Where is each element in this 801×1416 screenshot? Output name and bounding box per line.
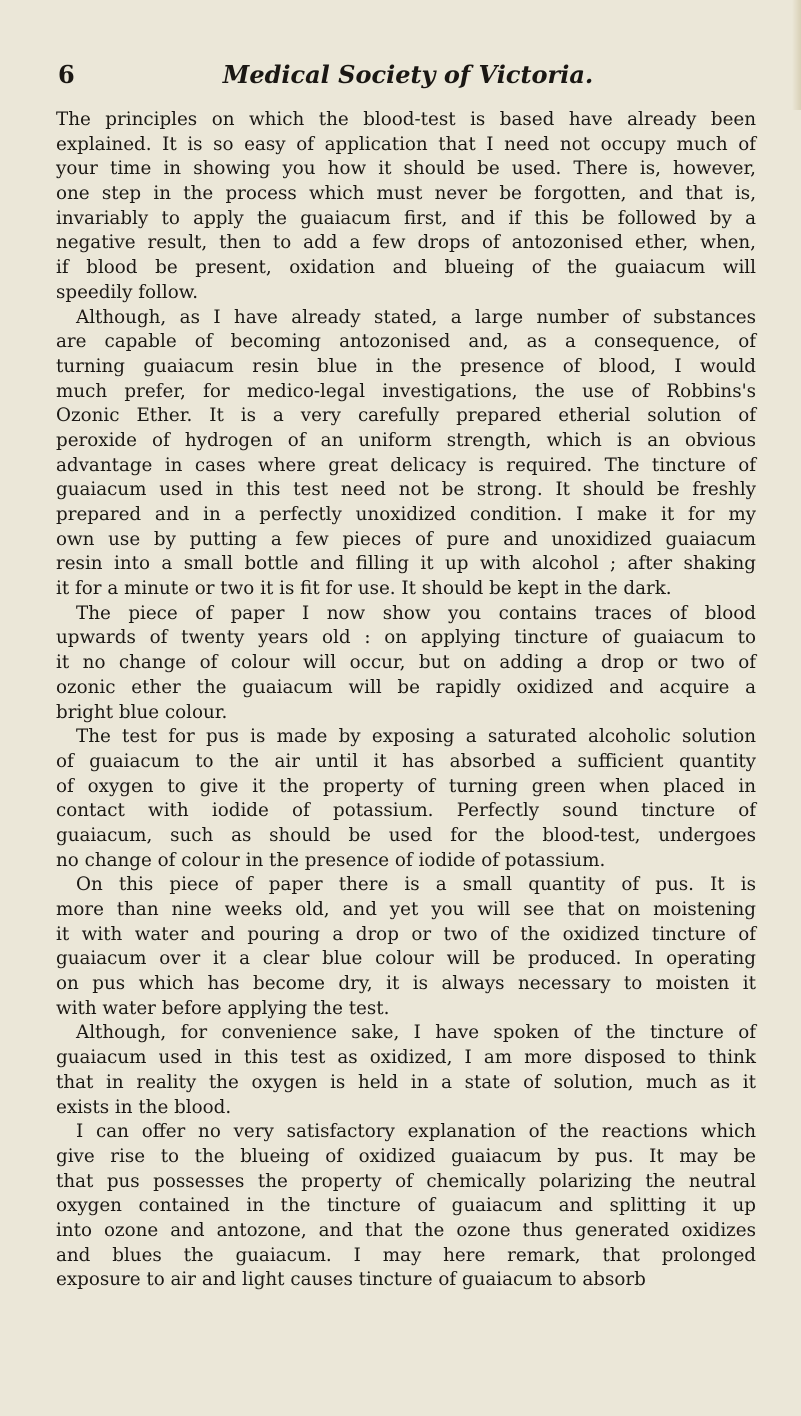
text-line: ozonic ether the guaiacum will be rapidly oxidized and acquire a bbox=[56, 676, 756, 698]
text-line: more than nine weeks old, and yet you will see that on moistening bbox=[56, 899, 756, 920]
text-line: much prefer, for medico-legal investigations, the use of Robbins's bbox=[56, 380, 756, 402]
text-line: it with water and pouring a drop or two of the oxidized tincture of bbox=[56, 923, 756, 945]
text-line: if blood be present, oxidation and blueing of the guaiacum will bbox=[56, 257, 756, 279]
text-line: exposure to air and light causes tincture of guaiacum to absorb bbox=[56, 1269, 646, 1291]
text-line: oxygen contained in the tincture of guaiacum and splitting it up bbox=[56, 1195, 756, 1217]
text-line: are capable of becoming antozonised and, as a consequence, of bbox=[56, 331, 756, 353]
text-line: turning guaiacum resin blue in the presence of blood, I would bbox=[56, 355, 756, 377]
page-edge bbox=[792, 0, 801, 110]
text-line: guaiacum, such as should be used for the blood-test, undergoes bbox=[56, 824, 756, 846]
text-line: bright blue colour. bbox=[56, 701, 228, 723]
text-line: Although, for convenience sake, I have spoken of the tincture of bbox=[76, 1022, 756, 1044]
text-line: one step in the process which must never be forgotten, and that is, bbox=[56, 183, 756, 205]
text-line: Ozonic Ether. It is a very carefully prepared etherial solution of bbox=[56, 405, 756, 427]
text-line: guaiacum used in this test as oxidized, I am more disposed to think bbox=[56, 1047, 756, 1069]
text-line: guaiacum used in this test need not be strong. It should be freshly bbox=[56, 479, 756, 501]
page-number: 6 bbox=[58, 60, 75, 89]
text-line: On this piece of paper there is a small quantity of pus. It is bbox=[76, 874, 756, 896]
text-line: explained. It is so easy of application that I need not occupy much of bbox=[56, 133, 756, 155]
text-line: exists in the blood. bbox=[56, 1096, 232, 1118]
text-line: it no change of colour will occur, but on adding a drop or two of bbox=[56, 652, 756, 674]
text-line: with water before applying the test. bbox=[56, 997, 390, 1019]
text-line: and blues the guaiacum. I may here remark, that prolonged bbox=[56, 1244, 756, 1266]
text-line: I can offer no very satisfactory explanation of the reactions which bbox=[76, 1121, 756, 1143]
text-line: advantage in cases where great delicacy is required. The tincture of bbox=[56, 454, 756, 476]
text-line: invariably to apply the guaiacum first, and if this be followed by a bbox=[56, 207, 756, 229]
text-line: speedily follow. bbox=[56, 281, 199, 303]
text-line: that in reality the oxygen is held in a state of solution, much as it bbox=[56, 1071, 756, 1093]
text-line: no change of colour in the presence of iodide of potassium. bbox=[56, 849, 606, 871]
text-line: into ozone and antozone, and that the ozone thus generated oxidizes bbox=[56, 1219, 756, 1241]
text-line: give rise to the blueing of oxidized guaiacum by pus. It may be bbox=[56, 1145, 756, 1167]
text-line: peroxide of hydrogen of an uniform strength, which is an obvious bbox=[56, 429, 756, 451]
text-line: prepared and in a perfectly unoxidized condition. I make it for my bbox=[56, 504, 756, 525]
text-line: that pus possesses the property of chemically polarizing the neutral bbox=[56, 1170, 756, 1192]
text-line: resin into a small bottle and filling it up with alcohol ; after shaking bbox=[56, 553, 756, 575]
text-line: The test for pus is made by exposing a saturated alcoholic solution bbox=[76, 726, 756, 748]
text-line: upwards of twenty years old : on applying tincture of guaiacum to bbox=[56, 627, 756, 649]
text-line: negative result, then to add a few drops of antozonised ether, when, bbox=[56, 232, 756, 254]
running-head: Medical Society of Victoria. bbox=[222, 60, 594, 89]
text-line: of guaiacum to the air until it has absorbed a sufficient quantity bbox=[56, 750, 756, 772]
body-text bbox=[56, 108, 756, 1293]
text-line: of oxygen to give it the property of turning green when placed in bbox=[56, 775, 756, 797]
text-line: contact with iodide of potassium. Perfectly sound tincture of bbox=[56, 800, 756, 822]
text-line: it for a minute or two it is fit for use. It should be kept in the dark. bbox=[56, 578, 672, 600]
text-line: guaiacum over it a clear blue colour will be produced. In operating bbox=[56, 948, 756, 970]
text-line: Although, as I have already stated, a large number of substances bbox=[76, 306, 756, 328]
text-line: on pus which has become dry, it is always necessary to moisten it bbox=[56, 973, 756, 995]
page-header bbox=[58, 60, 758, 94]
text-line: The principles on which the blood-test is based have already been bbox=[56, 109, 756, 130]
text-line: The piece of paper I now show you contains traces of blood bbox=[76, 602, 756, 624]
text-line: your time in showing you how it should be used. There is, however, bbox=[56, 158, 756, 180]
text-line: own use by putting a few pieces of pure and unoxidized guaiacum bbox=[56, 528, 756, 550]
